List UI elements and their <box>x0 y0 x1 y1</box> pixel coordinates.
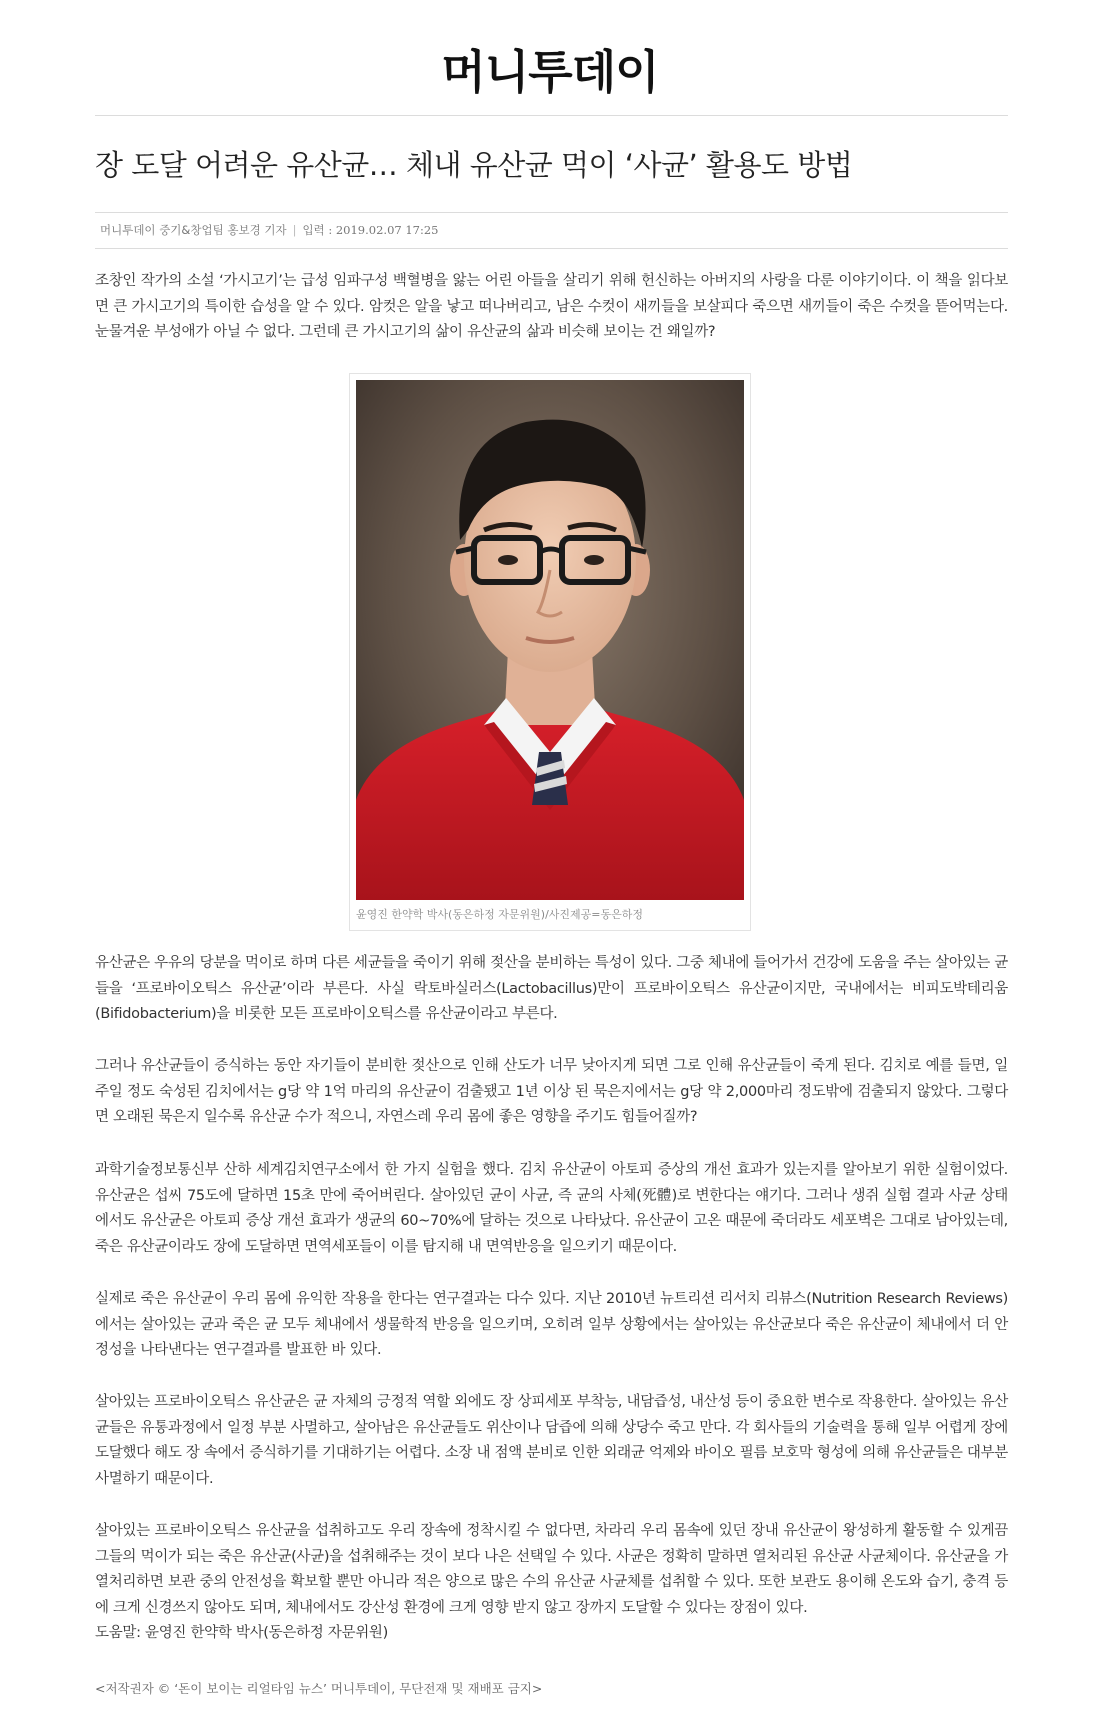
paragraph-7: 살아있는 프로바이오틱스 유산균을 섭취하고도 우리 장속에 정착시킬 수 없다면, 차라리 우리 몸속에 있던 장내 유산균이 왕성하게 활동할 수 있게끔 그들의 먹이가 되는 죽은 유산균(사균)을 섭취해주는 것이 보다 나은 선택일 수 있다. 사균은 정확히 말하면 열처리된 유산균 사균체이다. 유산균을 가열처리하면 보관 중의 안전성을 확보할 뿐만 아니라 적은 양으로 많은 수의 유산균 사균체를 섭취할 수 있다. 또한 보관도 용이해 온도와 습기, 충격 등에 크게 신경쓰지 않아도 되며, 체내에서도 강산성 환경에 크게 영향 받지 않고 장까지 도달할 수 있다는 장점이 있다. <box>95 1523 1008 1616</box>
paragraph-1: 조창인 작가의 소설 ‘가시고기’는 급성 임파구성 백혈병을 앓는 어린 아들을 살리기 위해 헌신하는 아버지의 사랑을 다룬 이야기이다. 이 책을 읽다보면 큰 가시고기의 특이한 습성을 알 수 있다. 암컷은 알을 낳고 떠나버리고, 남은 수컷이 새끼들을 보살피다 죽으면 새끼들이 죽은 수컷을 뜯어먹는다. 눈물겨운 부성애가 아닐 수 없다. 그런데 큰 가시고기의 삶이 유산균의 삶과 비슷해 보이는 건 왜일까? <box>95 273 1008 340</box>
paragraph-6: 살아있는 프로바이오틱스 유산균은 균 자체의 긍정적 역할 외에도 장 상피세포 부착능, 내담즙성, 내산성 등이 중요한 변수로 작용한다. 살아있는 유산균들은 유통과정에서 일정 부분 사멸하고, 살아남은 유산균들도 위산이나 담즙에 의해 상당수 죽고 만다. 각 회사들의 기술력을 통해 일부 어렵게 장에 도달했다 해도 장 속에서 증식하기를 기대하기는 어렵다. 소장 내 점액 분비로 인한 외래균 억제와 바이오 필름 보호막 형성에 의해 유산균들은 대부분 사멸하기 때문이다. <box>95 1394 1008 1487</box>
article-date: 입력 : 2019.02.07 17:25 <box>302 223 439 237</box>
helper-credit: 도움말: 윤영진 한약학 박사(동은하정 자문위원) <box>95 1625 388 1641</box>
photo-caption: 윤영진 한약학 박사(동은하정 자문위원)/사진제공=동은하정 <box>356 908 644 921</box>
title-divider <box>95 212 1008 213</box>
meta-separator: | <box>292 223 297 237</box>
masthead <box>0 42 1100 102</box>
paragraph-4: 과학기술정보통신부 산하 세계김치연구소에서 한 가지 실험을 했다. 김치 유산균이 아토피 증상의 개선 효과가 있는지를 알아보기 위한 실험이었다. 유산균은 섭씨 75도에 달하면 15초 만에 죽어버린다. 살아있던 균이 사균, 즉 균의 사체(死體)로 변한다는 얘기다. 그러나 생쥐 실험 결과 사균 상태에서도 유산균은 아토피 증상 개선 효과가 생균의 60~70%에 달하는 것으로 나타났다. 유산균이 고온 때문에 죽더라도 세포벽은 그대로 남아있는데, 죽은 유산균이라도 장에 도달하면 면역세포들이 이를 탐지해 내 면역반응을 일으키기 때문이다. <box>95 1162 1008 1255</box>
paragraph-3: 그러나 유산균들이 증식하는 동안 자기들이 분비한 젖산으로 인해 산도가 너무 낮아지게 되면 그로 인해 유산균들이 죽게 된다. 김치로 예를 들면, 일주일 정도 숙성된 김치에서는 g당 약 1억 마리의 유산균이 검출됐고 1년 이상 된 묵은지에서는 g당 약 2,000마리 정도밖에 검출되지 않았다. 그렇다면 오래된 묵은지 일수록 유산균 수가 적으니, 자연스레 우리 몸에 좋은 영향을 주기도 힘들어질까? <box>95 1058 1008 1125</box>
site-logo[interactable]: 머니투데이 <box>441 45 659 99</box>
article-meta <box>100 222 439 238</box>
paragraph-2: 유산균은 우유의 당분을 먹이로 하며 다른 세균들을 죽이기 위해 젖산을 분비하는 특성이 있다. 그중 체내에 들어가서 건강에 도움을 주는 살아있는 균들을 ‘프로바이오틱스 유산균’이라 부른다. 사실 락토바실러스(Lactobacillus)만이 프로바이오틱스 유산균이지만, 국내에서는 비피도박테리움(Bifidobacterium)을 비롯한 모든 프로바이오틱스를 유산균이라고 부른다. <box>95 955 1008 1022</box>
meta-divider <box>95 248 1008 249</box>
masthead-divider <box>95 115 1008 116</box>
copyright-notice: <저작권자 © ‘돈이 보이는 리얼타임 뉴스’ 머니투데이, 무단전재 및 재배포 금지> <box>95 1681 543 1696</box>
photo-figure <box>349 373 751 931</box>
article-title: 장 도달 어려운 유산균… 체내 유산균 먹이 ‘사균’ 활용도 방법 <box>95 148 853 182</box>
article-byline: 머니투데이 중기&창업팀 홍보경 기자 <box>100 223 287 237</box>
portrait-photo <box>356 380 744 900</box>
paragraph-5: 실제로 죽은 유산균이 우리 몸에 유익한 작용을 한다는 연구결과는 다수 있다. 지난 2010년 뉴트리션 리서치 리뷰스(Nutrition Research Reviews)에서는 살아있는 균과 죽은 균 모두 체내에서 생물학적 반응을 일으키며, 오히려 일부 상황에서는 살아있는 유산균보다 죽은 유산균이 체내에서 더 안정성을 나타낸다는 연구결과를 발표한 바 있다. <box>95 1291 1008 1358</box>
